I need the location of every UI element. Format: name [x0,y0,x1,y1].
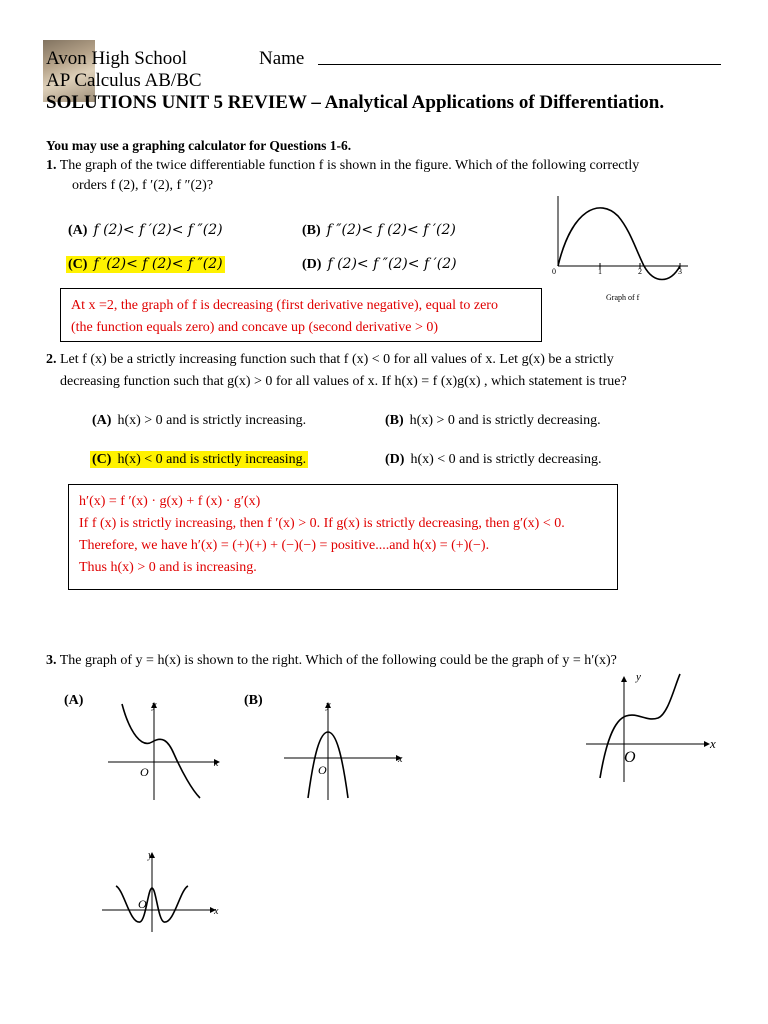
q3-option-c-graph [100,846,230,936]
q2-choice-d[interactable] [385,452,601,468]
q2-choice-c-text: h(x) < 0 and is strictly increasing. [117,452,307,467]
q3c-origin-label: O [138,897,147,911]
q1-correct-highlight [66,256,225,273]
q2-choice-b-letter: (B) [385,413,404,428]
question-2-line-2: decreasing function such that g(x) > 0 for all values of x. If h(x) = f (x)g(x) , which statement is true? [60,374,627,389]
q1-graph-tick-2: 2 [638,267,642,276]
q1-solution-box [60,288,542,342]
q1-graph-caption: Graph of f [606,293,640,302]
q3a-x-label: x [214,758,219,769]
question-1-line-1 [46,156,639,176]
question-2-line-1 [46,350,614,370]
calculator-note: You may use a graphing calculator for Questions 1-6. [46,138,352,153]
q1-choice-d-text: f (2)< f ″(2)< f ′(2) [327,256,457,272]
q3b-origin-label: O [318,763,327,777]
question-1-number: 1. [46,158,57,173]
q2-choice-a-letter: (A) [92,413,112,428]
q2-choice-c-letter: (C) [92,452,112,467]
name-blank-line [318,64,721,65]
q3a-origin-label: O [140,765,149,779]
q3b-x-label: x [398,754,403,765]
q3h-x-label: x [710,736,716,751]
q3-option-a-graph [104,694,224,806]
q1-choice-d[interactable] [302,256,457,273]
q2-solution-line-2: If f (x) is strictly increasing, then f ′(x) > 0. If g(x) is strictly decreasing, then g′(x) < 0. [79,516,565,531]
question-3-text: The graph of y = h(x) is shown to the right. Which of the following could be the graph of y = h′(x)? [59,653,617,668]
q2-choice-a-text: h(x) > 0 and is strictly increasing. [117,413,307,428]
q3-option-b-letter: (B) [244,693,263,708]
q1-choice-a-letter: (A) [68,223,88,238]
q1-choice-d-letter: (D) [302,257,322,272]
q1-graph-tick-3: 3 [678,267,682,276]
q1-choice-c-letter: (C) [68,257,88,272]
q2-correct-highlight [90,451,308,468]
q3h-origin-label: O [624,749,636,766]
q1-choice-b-letter: (B) [302,223,321,238]
q2-choice-d-letter: (D) [385,452,405,467]
q2-choice-b-text: h(x) > 0 and is strictly decreasing. [409,413,601,428]
q1-graph-tick-1: 1 [598,267,602,276]
q2-solution-box [68,484,618,590]
q2-choice-b[interactable] [385,413,601,429]
question-1-line-2: orders f (2), f ′(2), f ″(2)? [72,178,214,193]
q3c-x-label: x [214,906,219,917]
q1-graph-tick-0: 0 [552,267,556,276]
q3-graph-of-h [582,668,722,784]
q1-choice-c-text: f ′(2)< f (2)< f ″(2) [93,256,223,272]
q3-option-b-graph [280,694,410,806]
course-name: AP Calculus AB/BC [46,70,202,91]
q1-choice-c[interactable] [66,256,225,273]
q3a-y-label: y [152,700,157,711]
q3c-y-label: y [148,850,153,861]
q3h-y-label: y [636,671,641,683]
q2-choice-d-text: h(x) < 0 and is strictly decreasing. [410,452,602,467]
q2-choice-c[interactable] [90,452,308,468]
q2-solution-line-4: Thus h(x) > 0 and is increasing. [79,560,257,575]
question-2-text: Let f (x) be a strictly increasing function such that f (x) < 0 for all values of x. Let g(x) be a strictly [60,352,614,367]
school-name: Avon High School [46,48,188,69]
name-label: Name [259,48,305,69]
q3b-y-label: y [326,700,331,711]
q1-graph-of-f [548,188,698,308]
q1-solution-line-1: At x =2, the graph of f is decreasing (first derivative negative), equal to zero [71,298,498,313]
question-1-text: The graph of the twice differentiable function f is shown in the figure. Which of the following correctly [59,158,640,173]
q2-solution-line-1: h′(x) = f ′(x) · g(x) + f (x) · g′(x) [79,494,261,509]
q2-solution-line-3: Therefore, we have h′(x) = (+)(+) + (−)(−) = positive....and h(x) = (+)(−). [79,538,490,553]
page-title: SOLUTIONS UNIT 5 REVIEW – Analytical Applications of Differentiation. [46,92,665,113]
question-3-line [46,651,617,671]
question-3-number: 3. [46,653,57,668]
q1-choice-a[interactable] [68,222,223,239]
q3-option-b-label[interactable] [244,693,269,709]
q1-choice-b-text: f ″(2)< f (2)< f ′(2) [326,222,456,238]
q1-choice-a-text: f (2)< f ′(2)< f ″(2) [93,222,223,238]
question-2-number: 2. [46,352,57,367]
q3-option-a-label[interactable] [64,693,89,709]
q2-choice-a[interactable] [92,413,306,429]
q1-choice-b[interactable] [302,222,456,239]
q3-option-a-letter: (A) [64,693,84,708]
q1-solution-line-2: (the function equals zero) and concave up (second derivative > 0) [71,320,439,335]
